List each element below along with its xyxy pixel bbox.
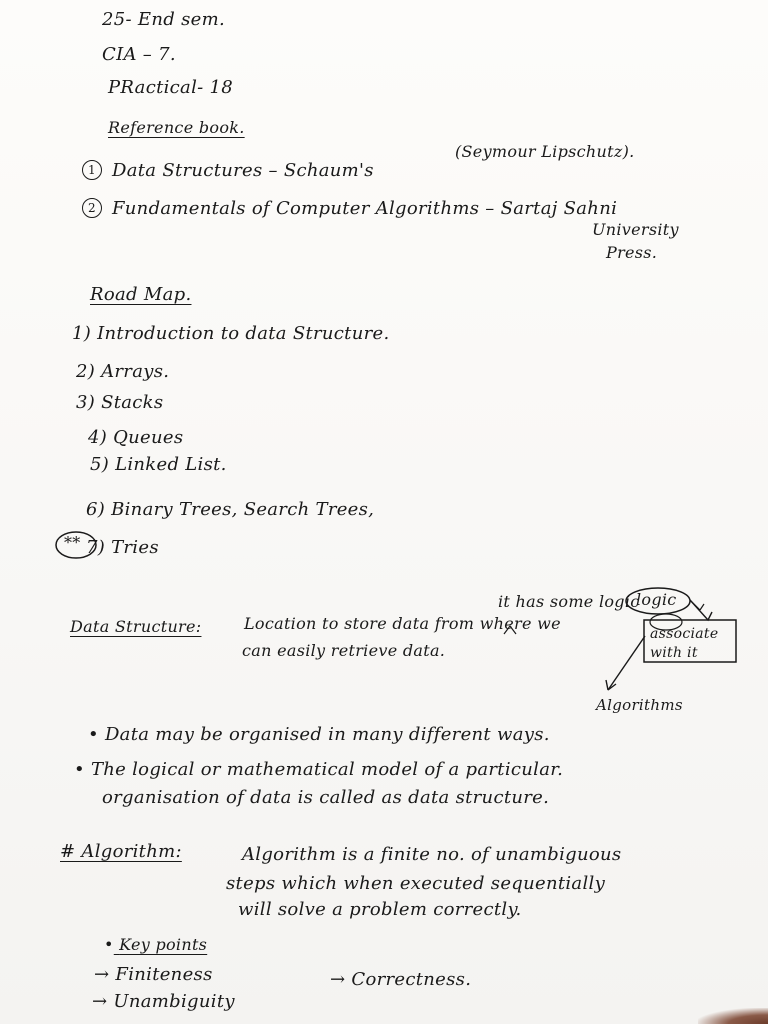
key-point-finiteness: → Finiteness (94, 964, 213, 985)
book2-title: Fundamentals of Computer Algorithms – Sartaj Sahni (112, 198, 618, 219)
algorithm-def-line1: Algorithm is a finite no. of unambiguous (242, 844, 622, 865)
ds-bullet-2 (74, 760, 563, 780)
reference-heading: Reference book. (108, 118, 245, 137)
logic-word: logic (636, 590, 677, 609)
book2-publisher-line1: University (592, 220, 679, 239)
book2-publisher-line2: Press. (606, 243, 658, 262)
bullet-dot-icon: • (104, 935, 114, 954)
reference-book-2 (82, 198, 617, 219)
page-corner-shadow (698, 1008, 768, 1024)
algorithms-arrow-icon (608, 636, 645, 690)
roadmap-item-4: 4) Queues (88, 427, 184, 448)
roadmap-heading: Road Map. (90, 284, 192, 305)
roadmap-item-3: 3) Stacks (76, 392, 164, 413)
data-structure-def-line1: Location to store data from where we (244, 614, 561, 633)
book1-author: (Seymour Lipschutz). (455, 142, 635, 161)
ds-bullet-2-text: The logical or mathematical model of a particular. (90, 759, 564, 780)
roadmap-item-1: 1) Introduction to data Structure. (72, 323, 390, 344)
cia-marks: CIA – 7. (102, 44, 176, 65)
associate-box-line1: associate (650, 626, 719, 642)
logic-arrow-icon (690, 600, 712, 620)
roadmap-item-6: 6) Binary Trees, Search Trees, (86, 499, 375, 520)
ds-bullet-1 (88, 725, 550, 745)
end-sem-marks: 25- End sem. (102, 9, 225, 30)
roadmap-star-mark: ** (64, 533, 81, 552)
roadmap-item-2: 2) Arrays. (76, 361, 170, 382)
number-1-icon: 1 (82, 160, 102, 180)
practical-marks: PRactical- 18 (108, 77, 234, 98)
book1-title: Data Structures – Schaum's (112, 160, 374, 181)
bullet-dot-icon: • (74, 759, 85, 780)
algorithms-note: Algorithms (596, 696, 683, 714)
key-point-unambiguity: → Unambiguity (92, 991, 235, 1012)
roadmap-item-5: 5) Linked List. (90, 454, 227, 475)
bullet-dot-icon: • (88, 724, 99, 745)
key-point-correctness: → Correctness. (330, 969, 472, 990)
algorithm-def-line2: steps which when executed sequentially (226, 873, 606, 894)
logic-note: it has some logic (498, 592, 640, 611)
number-2-icon: 2 (82, 198, 102, 218)
ds-bullet-1-text: Data may be organised in many different ways. (104, 724, 550, 745)
ds-bullet-2-cont: organisation of data is called as data structure. (102, 787, 550, 808)
algorithm-label: # Algorithm: (60, 841, 182, 862)
data-structure-label: Data Structure: (70, 617, 202, 636)
key-points-text: Key points (119, 935, 208, 954)
data-structure-def-line2: can easily retrieve data. (242, 641, 446, 660)
algorithm-def-line3: will solve a problem correctly. (238, 899, 522, 920)
key-points-heading (104, 935, 207, 955)
associate-box-line2: with it (650, 645, 698, 661)
roadmap-item-7: 7) Tries (86, 537, 159, 558)
reference-book-1 (82, 160, 374, 181)
